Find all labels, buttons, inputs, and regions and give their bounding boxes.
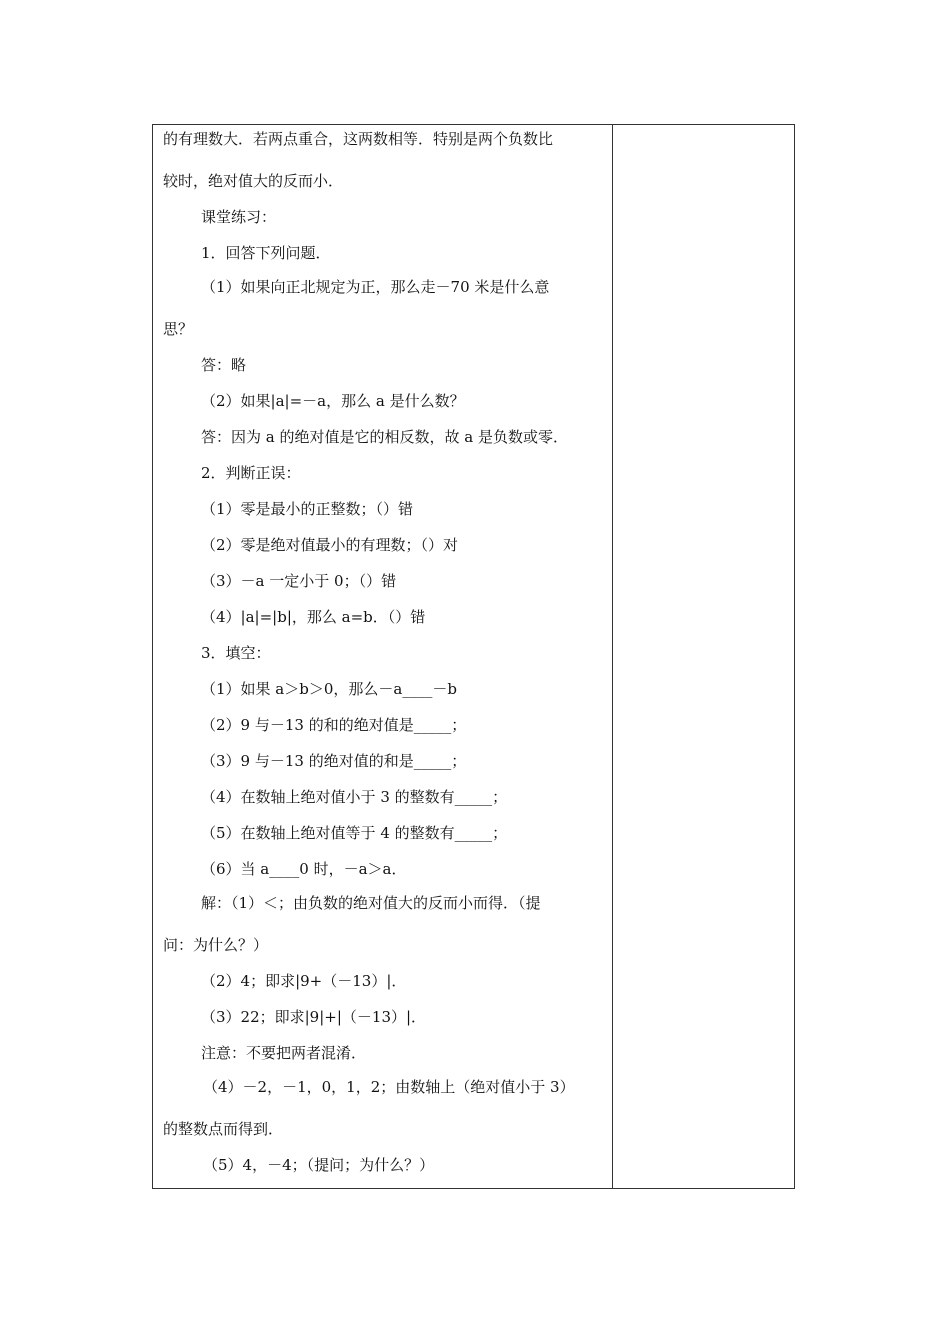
text-line: （3）9 与－13 的绝对值的和是_____；	[201, 752, 467, 770]
text-line: （2）如果|a|=－a，那么 a 是什么数？	[201, 392, 465, 410]
text-line: 的有理数大．若两点重合，这两数相等．特别是两个负数比	[163, 130, 554, 148]
text-line: 注意：不要把两者混淆．	[201, 1044, 367, 1062]
text-line: （5）在数轴上绝对值等于 4 的整数有_____；	[201, 824, 508, 842]
text-line: 答：略	[201, 356, 247, 374]
text-line: （2）4；即求|9+（－13）|．	[201, 972, 407, 990]
text-line: （5）4，－4；（提问；为什么？）	[203, 1156, 435, 1174]
text-line: 1．回答下列问题．	[201, 244, 331, 262]
text-line: （4）－2，－1，0，1，2；由数轴上（绝对值小于 3）	[203, 1078, 575, 1096]
lesson-content-cell	[153, 125, 612, 1188]
text-line: （1）零是最小的正整数；（）错	[201, 500, 414, 518]
text-line: （2）9 与－13 的和的绝对值是_____；	[201, 716, 467, 734]
text-line: 2．判断正误：	[201, 464, 301, 482]
text-line: 答：因为 a 的绝对值是它的相反数，故 a 是负数或零．	[201, 428, 568, 446]
text-line: （6）当 a____0 时，－a＞a．	[201, 860, 407, 878]
text-line: 较时，绝对值大的反而小．	[163, 172, 344, 190]
text-line: （3）－a 一定小于 0；（）错	[201, 572, 397, 590]
text-line: 思？	[163, 320, 194, 338]
text-line: 课堂练习：	[201, 208, 277, 226]
column-divider	[612, 125, 613, 1188]
text-line: 3．填空：	[201, 644, 271, 662]
lesson-table	[152, 124, 795, 1189]
text-line: 解：（1）＜；由负数的绝对值大的反而小而得．（提	[201, 894, 541, 912]
text-line: （4）|a|=|b|，那么 a=b．（）错	[201, 608, 426, 626]
text-line: （2）零是绝对值最小的有理数；（）对	[201, 536, 459, 554]
text-line: （3）22；即求|9|+|（－13）|．	[201, 1008, 427, 1026]
text-line: （1）如果向正北规定为正，那么走－70 米是什么意	[201, 278, 550, 296]
text-line: （1）如果 a＞b＞0，那么－a____－b	[201, 680, 457, 698]
text-line: 的整数点而得到．	[163, 1120, 284, 1138]
text-line: 问：为什么？）	[163, 936, 269, 954]
text-line: （4）在数轴上绝对值小于 3 的整数有_____；	[201, 788, 508, 806]
